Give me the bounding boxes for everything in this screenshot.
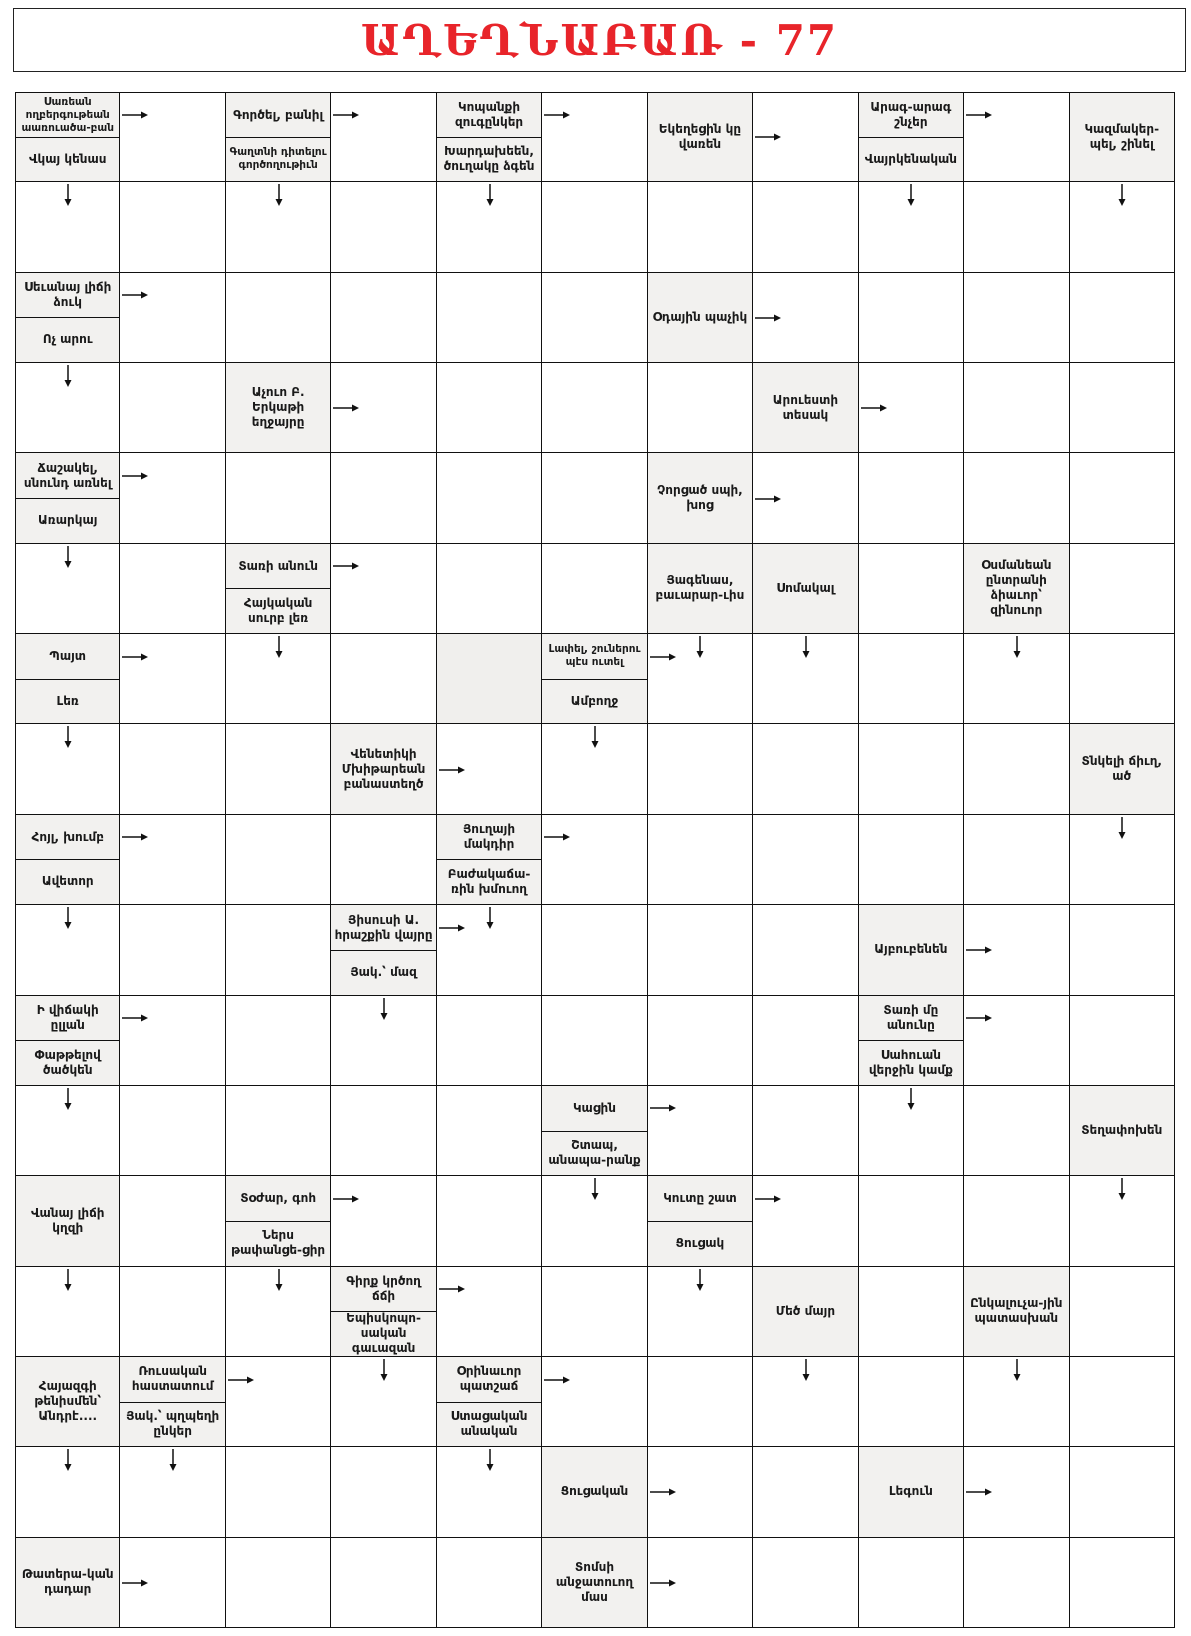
answer-cell[interactable] — [753, 724, 858, 814]
clue-text-bottom: Խարդախեեն, ծուղակը ձգեն — [443, 144, 535, 174]
answer-cell[interactable] — [226, 815, 331, 905]
answer-cell[interactable] — [964, 905, 1069, 995]
answer-cell[interactable] — [542, 544, 647, 634]
clue-text-top: Կացին — [573, 1100, 616, 1115]
answer-cell[interactable] — [859, 634, 964, 724]
answer-cell[interactable] — [964, 363, 1069, 453]
answer-cell[interactable] — [437, 996, 542, 1086]
clue-cell — [15, 996, 120, 1086]
answer-cell[interactable] — [542, 996, 647, 1086]
answer-cell[interactable] — [226, 1267, 331, 1357]
clue-text-bottom: Ավետոր — [41, 874, 94, 889]
clue-cell — [859, 905, 964, 995]
answer-cell[interactable] — [1070, 1357, 1175, 1447]
answer-cell[interactable] — [226, 1086, 331, 1176]
answer-cell[interactable] — [1070, 1538, 1175, 1628]
clue-text-top: Կուտը շատ — [663, 1191, 737, 1206]
clue-cell — [15, 1538, 120, 1628]
clue-cell — [437, 815, 542, 905]
answer-cell[interactable] — [120, 182, 225, 272]
answer-cell[interactable] — [437, 1447, 542, 1537]
clue-cell — [753, 363, 858, 453]
answer-cell[interactable] — [1070, 634, 1175, 724]
answer-cell[interactable] — [542, 92, 647, 182]
clue-cell — [15, 1357, 120, 1447]
clue-text-bottom: Ոչ արու — [42, 332, 93, 347]
clue-cell — [437, 1357, 542, 1447]
clue-text: Տոմսի անջատուող մաս — [555, 1559, 634, 1604]
answer-cell[interactable] — [437, 1086, 542, 1176]
clue-cell — [542, 1447, 647, 1537]
clue-text-bottom: Գաղտնի դիտելու գործողութիւն — [229, 146, 327, 172]
answer-cell[interactable] — [331, 815, 436, 905]
clue-text-bottom: Ցուցակ — [675, 1235, 725, 1250]
clue-cell — [331, 1267, 436, 1357]
clue-cell — [15, 453, 120, 543]
answer-cell[interactable] — [753, 273, 858, 363]
answer-cell[interactable] — [753, 634, 858, 724]
answer-cell[interactable] — [437, 273, 542, 363]
clue-text-top: Լափել, շուներու պէս ուտել — [548, 643, 641, 669]
blocked-cell — [437, 634, 542, 724]
clue-text-top: Գիրք կրծող ճճի — [346, 1273, 421, 1303]
answer-cell[interactable] — [226, 1357, 331, 1447]
answer-cell[interactable] — [753, 182, 858, 272]
answer-cell[interactable] — [648, 1357, 753, 1447]
answer-cell[interactable] — [964, 1086, 1069, 1176]
answer-cell[interactable] — [120, 905, 225, 995]
answer-cell[interactable] — [226, 182, 331, 272]
clue-text: Վանայ լիճի կղզի — [30, 1205, 105, 1235]
clue-text-top: Յուղայի մակդիր — [462, 822, 516, 852]
answer-cell[interactable] — [648, 815, 753, 905]
answer-cell[interactable] — [437, 1176, 542, 1266]
answer-cell[interactable] — [331, 1538, 436, 1628]
clue-text-top: Օրինաւոր պատշաճ — [456, 1364, 522, 1394]
clue-text: Աչուո Բ. Երկաթի եղջայրը — [251, 385, 305, 430]
answer-cell[interactable] — [120, 363, 225, 453]
answer-cell[interactable] — [753, 815, 858, 905]
clue-text: Հայազգի թենիսմեն՝ Անդրէ.... — [34, 1379, 102, 1424]
answer-cell[interactable] — [542, 905, 647, 995]
answer-cell[interactable] — [226, 273, 331, 363]
clue-text-bottom: Ամբողջ — [570, 693, 619, 708]
answer-cell[interactable] — [542, 1267, 647, 1357]
answer-cell[interactable] — [542, 453, 647, 543]
answer-cell[interactable] — [542, 182, 647, 272]
answer-cell[interactable] — [1070, 996, 1175, 1086]
clue-text: Արուեստի տեսակ — [772, 392, 839, 422]
clue-cell — [331, 724, 436, 814]
answer-cell[interactable] — [15, 905, 120, 995]
answer-cell[interactable] — [331, 273, 436, 363]
answer-cell[interactable] — [120, 634, 225, 724]
clue-text-top: Կոպանքի զուգընկեր — [454, 100, 524, 130]
clue-text-bottom: Ներս թափանցե-ցիր — [231, 1228, 326, 1258]
answer-cell[interactable] — [648, 363, 753, 453]
clue-text-bottom: Առարկայ — [38, 512, 98, 527]
answer-cell[interactable] — [226, 1447, 331, 1537]
answer-cell[interactable] — [120, 273, 225, 363]
answer-cell[interactable] — [753, 1447, 858, 1537]
clue-text-bottom: Լեռ — [56, 693, 79, 708]
answer-cell[interactable] — [15, 724, 120, 814]
answer-cell[interactable] — [859, 273, 964, 363]
answer-cell[interactable] — [15, 1086, 120, 1176]
answer-cell[interactable] — [1070, 1176, 1175, 1266]
clue-cell — [542, 1538, 647, 1628]
answer-cell[interactable] — [964, 815, 1069, 905]
answer-cell[interactable] — [859, 724, 964, 814]
clue-text-bottom: Յակ.՝ պղպեղի ընկեր — [126, 1408, 220, 1438]
answer-cell[interactable] — [648, 1267, 753, 1357]
answer-cell[interactable] — [859, 544, 964, 634]
clue-cell — [1070, 724, 1175, 814]
clue-cell — [648, 453, 753, 543]
clue-cell — [15, 634, 120, 724]
answer-cell[interactable] — [964, 1447, 1069, 1537]
answer-cell[interactable] — [120, 815, 225, 905]
answer-cell[interactable] — [1070, 182, 1175, 272]
answer-cell[interactable] — [120, 724, 225, 814]
clue-text-top: Գործել, բանիլ — [233, 107, 324, 122]
answer-cell[interactable] — [859, 453, 964, 543]
answer-cell[interactable] — [964, 1538, 1069, 1628]
clue-cell — [648, 1176, 753, 1266]
answer-cell[interactable] — [226, 453, 331, 543]
answer-cell[interactable] — [437, 1267, 542, 1357]
clue-text-bottom: Եպիսկոպո-սական գաւազան — [346, 1311, 421, 1356]
clue-text: Օդային պաչիկ — [652, 309, 748, 324]
answer-cell[interactable] — [331, 1176, 436, 1266]
answer-cell[interactable] — [331, 182, 436, 272]
answer-cell[interactable] — [542, 363, 647, 453]
answer-cell[interactable] — [120, 92, 225, 182]
answer-cell[interactable] — [542, 1176, 647, 1266]
clue-cell — [859, 92, 964, 182]
answer-cell[interactable] — [1070, 363, 1175, 453]
answer-cell[interactable] — [648, 996, 753, 1086]
answer-cell[interactable] — [331, 1357, 436, 1447]
clue-text-bottom: Ստացական անական — [450, 1408, 528, 1438]
clue-text-top: Տառի անուն — [238, 558, 318, 573]
answer-cell[interactable] — [1070, 453, 1175, 543]
clue-cell — [1070, 92, 1175, 182]
clue-text-top: Յիսուսի Ա. հրաշքին վայրը — [334, 912, 433, 942]
answer-cell[interactable] — [542, 273, 647, 363]
clue-text: Եկեղեցին կը վառեն — [658, 122, 742, 152]
clue-cell — [542, 634, 647, 724]
answer-cell[interactable] — [964, 453, 1069, 543]
answer-cell[interactable] — [648, 182, 753, 272]
clue-cell — [15, 273, 120, 363]
clue-text-top: Սառեան ողբերգութեան աառուածա-բան — [21, 95, 115, 134]
answer-cell[interactable] — [753, 905, 858, 995]
answer-cell[interactable] — [964, 273, 1069, 363]
clue-cell — [226, 92, 331, 182]
answer-cell[interactable] — [437, 363, 542, 453]
clue-text-top: Հոյլ, խումբ — [31, 829, 104, 844]
answer-cell[interactable] — [648, 1086, 753, 1176]
answer-cell[interactable] — [120, 1086, 225, 1176]
answer-cell[interactable] — [120, 1267, 225, 1357]
answer-cell[interactable] — [1070, 544, 1175, 634]
answer-cell[interactable] — [964, 996, 1069, 1086]
answer-cell[interactable] — [859, 363, 964, 453]
clue-text-bottom: Հայկական սուրբ լեռ — [243, 595, 313, 625]
answer-cell[interactable] — [753, 1086, 858, 1176]
clue-text: Կազմակեր-պել, շինել — [1084, 122, 1160, 152]
clue-text-top: Ճաշակել, սնունդ առնել — [23, 460, 112, 490]
answer-cell[interactable] — [120, 453, 225, 543]
answer-cell[interactable] — [753, 453, 858, 543]
clue-text-bottom: Վայրկենական — [864, 151, 958, 166]
answer-cell[interactable] — [648, 724, 753, 814]
answer-cell[interactable] — [1070, 273, 1175, 363]
answer-cell[interactable] — [226, 1538, 331, 1628]
answer-cell[interactable] — [331, 363, 436, 453]
answer-cell[interactable] — [753, 996, 858, 1086]
clue-text-bottom: Սահուան վերջին կամք — [868, 1047, 953, 1077]
answer-cell[interactable] — [648, 905, 753, 995]
clue-text: Լեգուն — [888, 1484, 933, 1499]
clue-text: Չորցած սպի, խոց — [657, 483, 743, 513]
clue-text: Վենետիկի Մխիթարեան բանաստեղծ — [341, 746, 426, 791]
answer-cell[interactable] — [964, 724, 1069, 814]
answer-cell[interactable] — [542, 1357, 647, 1447]
clue-text-top: Արագ-արագ շնչեր — [870, 100, 952, 130]
answer-cell[interactable] — [542, 724, 647, 814]
clue-text-top: Պայտ — [49, 648, 87, 663]
answer-cell[interactable] — [120, 996, 225, 1086]
answer-cell[interactable] — [437, 905, 542, 995]
clue-cell — [964, 1267, 1069, 1357]
answer-cell[interactable] — [331, 634, 436, 724]
clue-text-bottom: Շտապ, անապա-րանք — [548, 1137, 641, 1167]
answer-cell[interactable] — [648, 634, 753, 724]
answer-cell[interactable] — [331, 1086, 436, 1176]
answer-cell[interactable] — [753, 1538, 858, 1628]
clue-cell — [120, 1357, 225, 1447]
clue-text-bottom: Փաթթելով ծածկեն — [34, 1047, 101, 1077]
answer-cell[interactable] — [648, 1447, 753, 1537]
clue-text: Օսմանեան ընտրանի ձիաւոր՝ զինուոր — [981, 558, 1052, 618]
crossword-grid — [15, 92, 1175, 1628]
answer-cell[interactable] — [15, 1267, 120, 1357]
clue-text: Թատերա-կան դադար — [21, 1567, 114, 1597]
clue-cell — [15, 1176, 120, 1266]
answer-cell[interactable] — [859, 1176, 964, 1266]
answer-cell[interactable] — [542, 815, 647, 905]
clue-cell — [964, 544, 1069, 634]
clue-cell — [331, 905, 436, 995]
answer-cell[interactable] — [437, 182, 542, 272]
answer-cell[interactable] — [753, 1357, 858, 1447]
answer-cell[interactable] — [226, 634, 331, 724]
clue-cell — [226, 544, 331, 634]
clue-text-bottom: Բաժակաճա-ռին խմուող — [447, 866, 531, 896]
clue-text: Այբուբենեն — [874, 942, 948, 957]
answer-cell[interactable] — [331, 92, 436, 182]
puzzle-title: ԱՂԵՂՆԱԲԱՌ - 77 — [360, 15, 839, 65]
clue-text: Յագենաս, բաւարար-ւիս — [655, 573, 745, 603]
clue-cell — [859, 996, 964, 1086]
clue-text-top: Ռուսական հաստատում — [131, 1364, 214, 1394]
clue-text: Տնկելի ճիւղ, ած — [1081, 754, 1162, 784]
clue-text-bottom: Վկայ կենաս — [28, 151, 107, 166]
clue-cell — [15, 92, 120, 182]
answer-cell[interactable] — [859, 1267, 964, 1357]
clue-text-top: Տօժար, գոհ — [240, 1191, 317, 1206]
answer-cell[interactable] — [437, 544, 542, 634]
answer-cell[interactable] — [120, 1538, 225, 1628]
clue-cell — [437, 92, 542, 182]
clue-text-top: Տառի մը անունը — [883, 1002, 939, 1032]
clue-text: Տեղափոխեն — [1081, 1123, 1163, 1138]
answer-cell[interactable] — [331, 996, 436, 1086]
clue-cell — [648, 273, 753, 363]
answer-cell[interactable] — [1070, 905, 1175, 995]
answer-cell[interactable] — [15, 182, 120, 272]
clue-text: Ցուցական — [560, 1484, 629, 1499]
clue-cell — [1070, 1086, 1175, 1176]
answer-cell[interactable] — [964, 182, 1069, 272]
answer-cell[interactable] — [859, 1357, 964, 1447]
answer-cell[interactable] — [753, 92, 858, 182]
answer-cell[interactable] — [120, 544, 225, 634]
answer-cell[interactable] — [859, 1538, 964, 1628]
answer-cell[interactable] — [437, 1538, 542, 1628]
answer-cell[interactable] — [437, 453, 542, 543]
answer-cell[interactable] — [331, 544, 436, 634]
clue-cell — [648, 92, 753, 182]
clue-text: Մեծ մայր — [775, 1303, 836, 1318]
answer-cell[interactable] — [859, 815, 964, 905]
answer-cell[interactable] — [226, 996, 331, 1086]
clue-text-bottom: Յակ.՝ մազ — [350, 964, 417, 979]
answer-cell[interactable] — [859, 182, 964, 272]
answer-cell[interactable] — [1070, 815, 1175, 905]
answer-cell[interactable] — [648, 1538, 753, 1628]
clue-cell — [542, 1086, 647, 1176]
title-banner — [13, 8, 1186, 72]
answer-cell[interactable] — [437, 724, 542, 814]
answer-cell[interactable] — [15, 1447, 120, 1537]
answer-cell[interactable] — [15, 363, 120, 453]
answer-cell[interactable] — [15, 544, 120, 634]
clue-cell — [648, 544, 753, 634]
answer-cell[interactable] — [120, 1447, 225, 1537]
clue-cell — [753, 544, 858, 634]
clue-cell — [226, 1176, 331, 1266]
clue-text-top: Սեւանայ լիճի ձուկ — [24, 280, 112, 310]
clue-text-top: Ի վիճակի ըլլան — [36, 1002, 99, 1032]
answer-cell[interactable] — [120, 1176, 225, 1266]
answer-cell[interactable] — [753, 1176, 858, 1266]
answer-cell[interactable] — [964, 1176, 1069, 1266]
answer-cell[interactable] — [1070, 1267, 1175, 1357]
answer-cell[interactable] — [331, 1447, 436, 1537]
clue-cell — [753, 1267, 858, 1357]
answer-cell[interactable] — [331, 453, 436, 543]
answer-cell[interactable] — [964, 92, 1069, 182]
clue-text: Ընկալուչա-յին պատասխան — [970, 1296, 1063, 1326]
answer-cell[interactable] — [859, 1086, 964, 1176]
clue-cell — [15, 815, 120, 905]
answer-cell[interactable] — [964, 1357, 1069, 1447]
answer-cell[interactable] — [1070, 1447, 1175, 1537]
clue-text: Սոմակալ — [776, 580, 835, 595]
clue-cell — [226, 363, 331, 453]
answer-cell[interactable] — [226, 724, 331, 814]
clue-cell — [859, 1447, 964, 1537]
answer-cell[interactable] — [226, 905, 331, 995]
answer-cell[interactable] — [964, 634, 1069, 724]
